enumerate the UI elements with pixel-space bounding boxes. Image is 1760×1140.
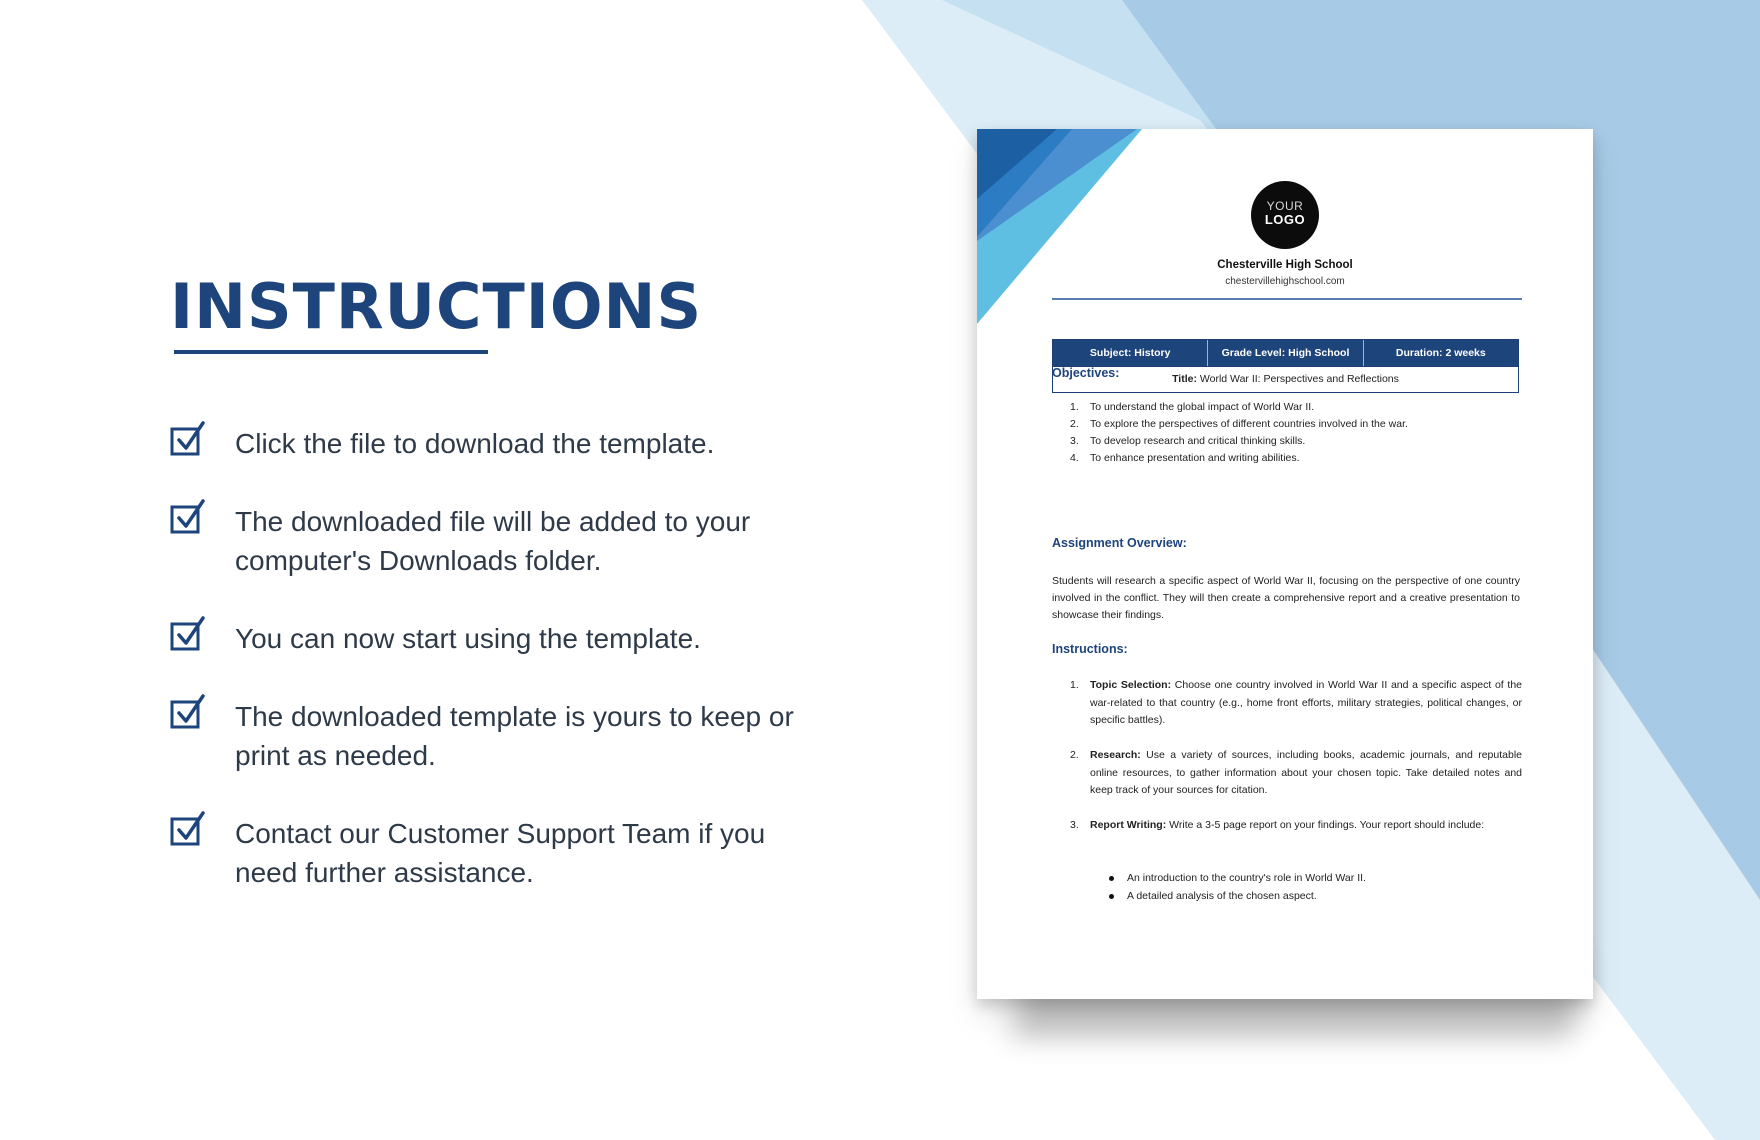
title-row [1053,366,1518,392]
step-text: The downloaded file will be added to your computer's Downloads folder. [235,506,751,576]
subject-cell: Subject: History [1053,340,1208,366]
list-item: 2. To explore the perspectives of different countries involved in the war. [1070,418,1408,430]
bullet-icon [1109,876,1114,881]
school-logo [1251,181,1319,249]
title-label: Title: [1172,373,1197,385]
document-preview[interactable] [977,129,1593,999]
list-item: 1. To understand the global impact of World War II. [1070,401,1315,413]
list-item: An introduction to the country's role in World War II. [1052,870,1522,888]
course-info-table [1052,339,1519,393]
report-bullet-list [1052,870,1522,905]
list-item: 4. To enhance presentation and writing abilities. [1070,452,1300,464]
list-item: 1. Topic Selection: Choose one country involved in World War II and a specific aspect of the war-related to that country (e.g., home front efforts, military strategies, political changes, or specific battles). [1070,679,1522,726]
instructions-section-heading: Instructions: [1052,642,1128,656]
instructions-heading: INSTRUCTIONS [170,270,703,343]
instructions-list [1052,817,1522,835]
overview-paragraph: Students will research a specific aspect of World War II, focusing on the perspective of one country involved in the conflict. They will then create a comprehensive report and a creative presentation to showcase their findings. [1052,575,1520,621]
checkbox-checked-icon [170,615,206,651]
header-divider [1052,298,1522,300]
list-item: A detailed analysis of the chosen aspect. [1052,888,1522,906]
course-info-header [1053,340,1518,366]
objectives-heading: Objectives: [1052,366,1120,380]
list-item: 3. Report Writing: Write a 3-5 page report on your findings. Your report should include: [1070,819,1485,831]
heading-underline [174,350,488,354]
school-url: chestervillehighschool.com [1225,276,1345,287]
duration-cell: Duration: 2 weeks [1395,347,1486,359]
logo-line-1: YOUR [1266,199,1304,213]
checkbox-checked-icon [170,810,206,846]
checkbox-checked-icon [170,498,206,534]
step-text: You can now start using the template. [235,623,701,654]
school-name: Chesterville High School [1217,259,1353,271]
checkbox-checked-icon [170,693,206,729]
title-value: World War II: Perspectives and Reflections [1199,373,1399,385]
step-text: Contact our Customer Support Team if you need further assistance. [235,818,766,888]
instructions-list [1052,747,1522,800]
checkbox-checked-icon [170,420,206,456]
grade-level-cell: Grade Level: High School [1208,340,1363,366]
list-item: 2. Research: Use a variety of sources, including books, academic journals, and reputable online resources, to gather information about your chosen topic. Take detailed notes and keep track of your sources for citation. [1070,749,1522,796]
step-text: Click the file to download the template. [235,428,715,459]
list-item: 3. To develop research and critical thinking skills. [1070,435,1306,447]
logo-line-2: LOGO [1264,212,1306,227]
step-text: The downloaded template is yours to keep or print as needed. [235,701,794,771]
overview-heading: Assignment Overview: [1052,536,1187,550]
bullet-icon [1109,894,1114,899]
objectives-list [1052,399,1522,467]
instructions-list [1052,677,1522,730]
